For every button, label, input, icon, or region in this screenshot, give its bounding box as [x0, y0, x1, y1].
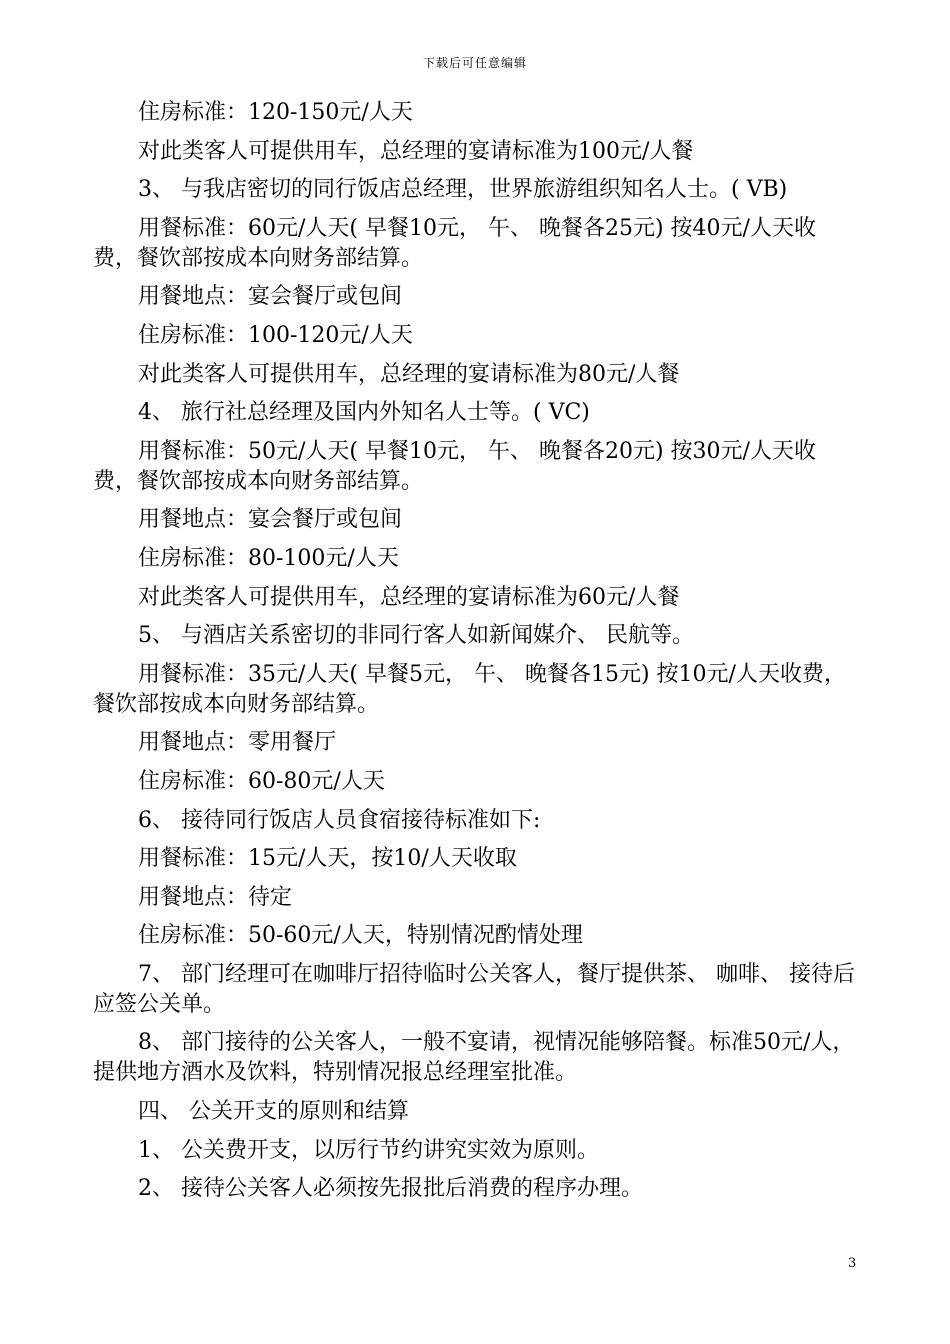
paragraph: 8、 部门接待的公关客人，一般不宴请，视情况能够陪餐。标准50元/人，提供地方酒水及饮料，特别情况报总经理室批准。 — [93, 1030, 855, 1086]
paragraph: 7、 部门经理可在咖啡厅招待临时公关客人，餐厅提供茶、 咖啡、 接待后应签公关单。 — [93, 961, 855, 1017]
paragraph: 4、 旅行社总经理及国内外知名人士等。( VC) — [138, 400, 590, 426]
paragraph: 住房标准：80-100元/人天 — [138, 545, 399, 571]
paragraph: 2、 接待公关客人必须按先报批后消费的程序办理。 — [138, 1176, 643, 1202]
paragraph: 用餐标准：60元/人天( 早餐10元， 午、 晚餐各25元) 按40元/人天收费，餐饮部按成本向财务部结算。 — [93, 215, 816, 271]
paragraph: 6、 接待同行饭店人员食宿接待标准如下: — [138, 807, 541, 833]
paragraph: 住房标准：120-150元/人天 — [138, 100, 413, 125]
paragraph: 用餐标准：35元/人天( 早餐5元， 午、 晚餐各15元) 按10元/人天收费，餐饮部按成本向财务部结算。 — [93, 661, 846, 717]
paragraph: 对此类客人可提供用车，总经理的宴请标准为80元/人餐 — [138, 361, 680, 387]
paragraph: 对此类客人可提供用车，总经理的宴请标准为60元/人餐 — [138, 584, 680, 610]
paragraph: 用餐地点：宴会餐厅或包间 — [138, 284, 403, 310]
paragraph: 住房标准：100-120元/人天 — [138, 322, 413, 348]
paragraph: 住房标准：50-60元/人天，特别情况酌情处理 — [138, 923, 583, 949]
paragraph: 用餐地点：宴会餐厅或包间 — [138, 507, 403, 533]
page-header: 下载后可任意编辑 — [422, 56, 527, 70]
document-body — [93, 98, 858, 1213]
paragraph: 用餐标准：50元/人天( 早餐10元， 午、 晚餐各20元) 按30元/人天收费，餐饮部按成本向财务部结算。 — [93, 438, 816, 494]
paragraph: 住房标准：60-80元/人天 — [138, 768, 385, 794]
paragraph: 3、 与我店密切的同行饭店总经理，世界旅游组织知名人士。( VB) — [138, 177, 788, 203]
paragraph: 对此类客人可提供用车，总经理的宴请标准为100元/人餐 — [138, 138, 694, 164]
paragraph: 1、 公关费开支，以厉行节约讲究实效为原则。 — [138, 1137, 599, 1163]
page-number: 3 — [848, 1256, 857, 1271]
paragraph: 5、 与酒店关系密切的非同行客人如新闻媒介、 民航等。 — [138, 623, 694, 649]
paragraph: 用餐标准：15元/人天，按10/人天收取 — [138, 846, 517, 872]
section-heading: 四、 公关开支的原则和结算 — [138, 1099, 409, 1125]
paragraph: 用餐地点：零用餐厅 — [138, 730, 337, 756]
paragraph: 用餐地点：待定 — [138, 884, 293, 910]
